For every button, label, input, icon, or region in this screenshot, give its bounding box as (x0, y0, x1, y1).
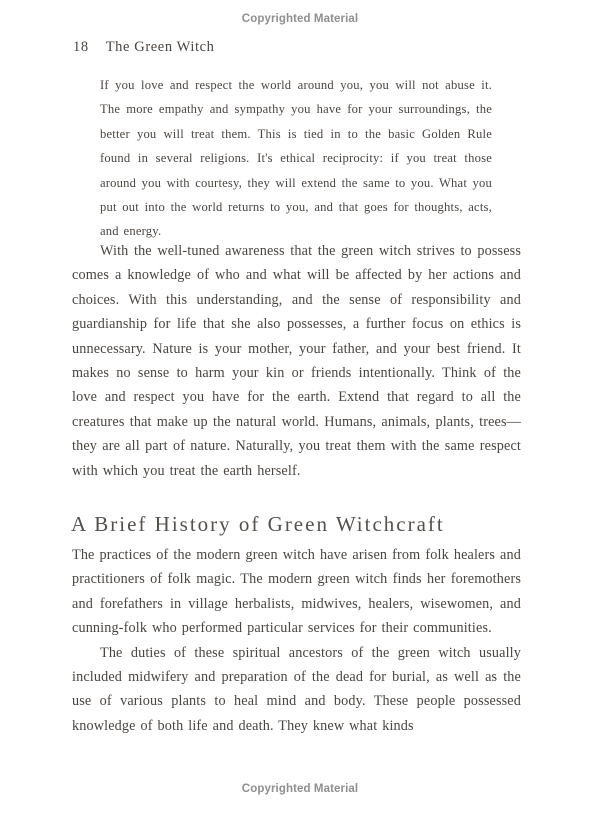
paragraph-history-origins: The practices of the modern green witch have arisen from folk healers and practitioners of folk magic. The modern green witch finds her foremothers and forefathers in village herbalists, midwives, healers, wisewomen, and cunning-folk who performed particular services for their communities. (72, 547, 521, 637)
running-book-title: The Green Witch (105, 39, 215, 55)
section-heading: A Brief History of Green Witchcraft (71, 512, 445, 536)
paragraph-history-duties: The duties of these spiritual ancestors of the green witch usually included midwifery and preparation of the dead for burial, as well as the use of various plants to heal mind and body. These people possessed knowledge of both life and death. They knew what kinds (72, 644, 521, 734)
running-header (73, 39, 215, 56)
section-body (72, 543, 521, 738)
page-number: 18 (73, 39, 89, 55)
copyright-notice-bottom: Copyrighted Material (241, 783, 359, 795)
copyright-notice-top: Copyrighted Material (241, 13, 359, 25)
paragraph-awareness-ethics: With the well-tuned awareness that the green witch strives to possess comes a knowledge of who and what will be affected by her actions and choices. With this understanding, and the sense of responsibility and guardianship for life that she also possesses, a further focus on ethics is unnecessary. Nature is your mother, your father, and your best friend. It makes no sense to harm your kin or friends intentionally. Think of the love and respect you have for the earth. Extend that regard to all the creatures that make up the natural world. Humans, animals, plants, trees—they are all part of nature. Naturally, you treat them with the same respect with which you treat the earth herself. (72, 243, 521, 479)
blockquote-golden-rule: If you love and respect the world around you, you will not abuse it. The more empathy and sympathy you have for your surroundings, the better you will treat them. This is tied in to the basic Golden Rule found in several religions. It's ethical reciprocity: if you treat those around you with courtesy, they will extend the same to you. What you put out into the world returns to you, and that goes for thoughts, acts, and energy. (100, 78, 492, 239)
